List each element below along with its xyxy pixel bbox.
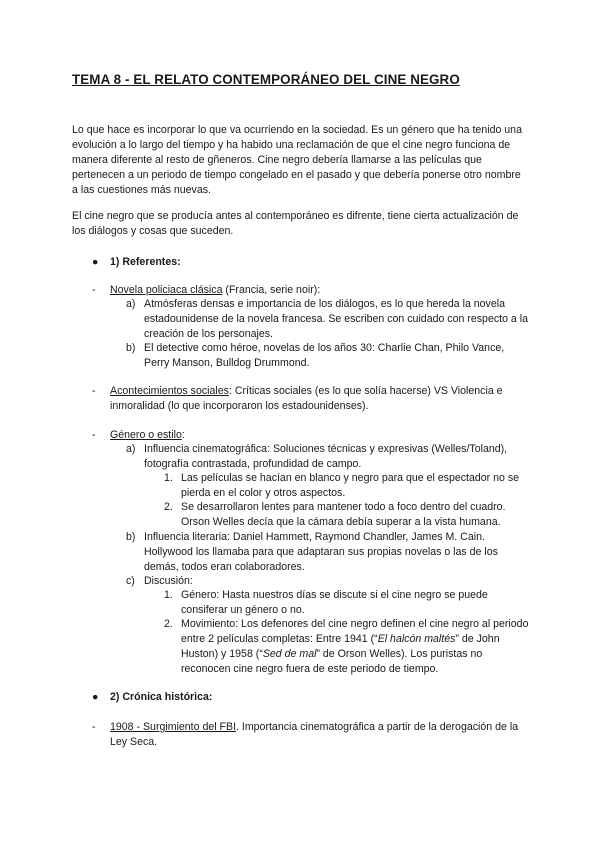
item-text: : bbox=[181, 429, 185, 441]
item-text: : Críticas sociales (es lo que solía hacerse) VS Violencia e inmoralidad (lo que incorporaron los estadounidenses). bbox=[110, 385, 503, 412]
number-marker: 1. bbox=[164, 589, 173, 601]
section-2-heading-text: 2) Crónica histórica: bbox=[110, 691, 213, 703]
intro-paragraph-1: Lo que hace es incorporar lo que va ocurriendo en la sociedad. Es un género que ha tenido una evolución a lo largo del tiempo y ha habido una reclamación de que el cine negro funciona de manera diferente al resto de gñeneros. Cine negro debería llamarse a las películas que pertenecen a un periodo de tiempo congelado en el pasado y que debería ponerse otro nombre a las cuestiones más nuevas. bbox=[72, 124, 522, 196]
item-title: Novela policiaca clásica bbox=[110, 284, 223, 296]
dash-marker: - bbox=[92, 284, 96, 296]
movimiento-text: ” de John Huston) y 1958 (“ bbox=[181, 633, 500, 660]
number-marker: 2. bbox=[164, 618, 173, 630]
alpha-marker: c) bbox=[126, 575, 135, 587]
alpha-marker: b) bbox=[126, 342, 136, 354]
novela-point-a: Atmósferas densas e importancia de los diálogos, es lo que hereda la novela estadounidense de la novela francesa. Se escriben con cuidado con respecto a la creación de los personajes. bbox=[144, 298, 528, 340]
item-text: (Francia, serie noir): bbox=[222, 284, 321, 296]
dash-marker: - bbox=[92, 721, 96, 733]
bullet-icon: ● bbox=[92, 691, 99, 703]
number-marker: 2. bbox=[164, 501, 173, 513]
item-title: Género o estilo bbox=[110, 429, 182, 441]
list-item-fbi bbox=[110, 720, 528, 750]
novela-point-b: El detective como héroe, novelas de los años 30: Charlie Chan, Philo Vance, Perry Manson, Bulldog Drummond. bbox=[144, 342, 505, 369]
number-marker: 1. bbox=[164, 472, 173, 484]
genero-point-a-1: Las películas se hacían en blanco y negro para que el espectador no se pierda en el color y otros aspectos. bbox=[181, 472, 520, 499]
list-item-novela bbox=[110, 283, 528, 298]
item-title: 1908 - Surgimiento del FBI bbox=[110, 721, 237, 733]
alpha-marker: a) bbox=[126, 298, 136, 310]
genero-point-b: Influencia literaria: Daniel Hammett, Raymond Chandler, James M. Cain. Hollywood los llamaba para que adaptaran sus propias novelas o las de los demás, todos eran colaboradores. bbox=[144, 531, 498, 573]
alpha-marker: a) bbox=[126, 443, 136, 455]
film-title: Sed de mal bbox=[262, 648, 317, 660]
intro-paragraph-2: El cine negro que se producía antes al contemporáneo es difrente, tiene cierta actualización de los diálogos y cosas que suceden. bbox=[72, 210, 519, 237]
item-title: Acontecimientos sociales bbox=[110, 385, 229, 397]
section-1-heading-text: 1) Referentes: bbox=[110, 256, 181, 268]
film-title: El halcón maltés bbox=[377, 633, 456, 645]
dash-marker: - bbox=[92, 385, 96, 397]
genero-point-c-2 bbox=[181, 617, 531, 677]
genero-point-c-1: Género: Hasta nuestros días se discute si el cine negro se puede consiferar un género o no. bbox=[181, 589, 488, 616]
list-item-genero bbox=[110, 428, 528, 443]
document-title: TEMA 8 - EL RELATO CONTEMPORÁNEO DEL CINE NEGRO bbox=[72, 72, 460, 87]
movimiento-text: ” de Orson Welles). Los puristas no reconocen cine negro fuera de este periodo de tiempo. bbox=[181, 648, 483, 675]
genero-point-a-2: Se desarrollaron lentes para mantener todo a foco dentro del cuadro. Orson Welles decía que la cámara debía superar a la vista humana. bbox=[181, 501, 506, 528]
genero-point-a: Influencia cinematográfica: Soluciones técnicas y expresivas (Welles/Toland), fotografía contrastada, profundidad de campo. bbox=[144, 443, 508, 470]
dash-marker: - bbox=[92, 429, 96, 441]
bullet-icon: ● bbox=[92, 256, 99, 268]
item-text: . Importancia cinematográfica a partir de la derogación de la Ley Seca. bbox=[110, 721, 519, 748]
genero-point-c: Discusión: bbox=[144, 575, 193, 587]
alpha-marker: b) bbox=[126, 531, 136, 543]
movimiento-text: Movimiento: Los defenores del cine negro definen el cine negro al periodo entre 2 películas completas: Entre 1941 (“ bbox=[181, 618, 529, 645]
list-item-acontecimientos bbox=[110, 384, 528, 414]
